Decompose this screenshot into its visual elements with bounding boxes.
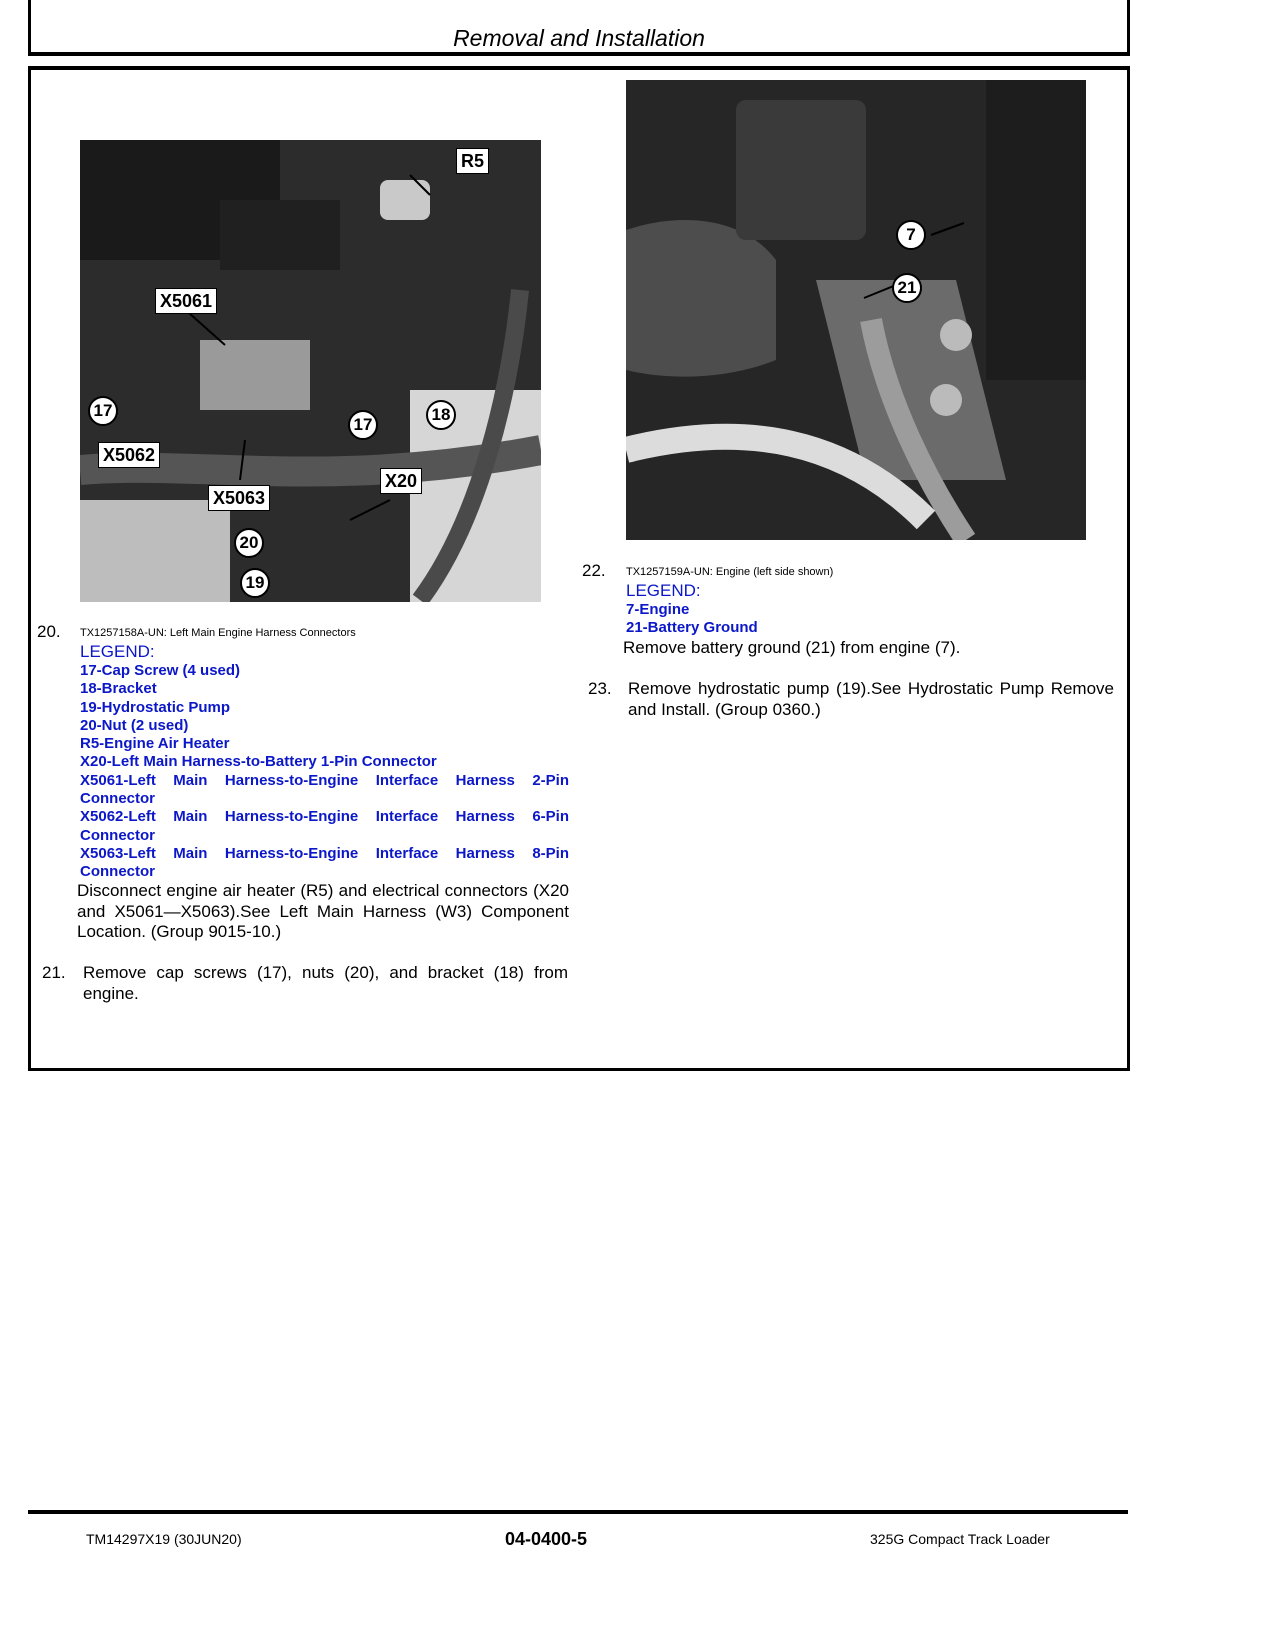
step-21-number: 21. <box>42 963 66 982</box>
legend-item: 18-Bracket <box>80 680 157 698</box>
legend-item: 20-Nut (2 used) <box>80 716 189 734</box>
legend-item: 19-Hydrostatic Pump <box>80 698 231 716</box>
footer-divider <box>28 1510 1128 1514</box>
callout-17a: 17 <box>88 396 118 426</box>
step-20-number: 20. <box>37 622 61 641</box>
legend-item: X5063-Left Main Harness-to-Engine Interface Harness 8-Pin Connector <box>80 844 569 881</box>
figure-engine-left-side-photo <box>626 80 1086 540</box>
step-20-legend <box>80 642 569 882</box>
legend-item: 7-Engine <box>626 601 690 618</box>
footer-manual-id: TM14297X19 (30JUN20) <box>86 1531 242 1547</box>
legend-item: 21-Battery Ground <box>626 619 758 637</box>
engine-harness-photo-placeholder <box>80 140 541 602</box>
callout-7: 7 <box>896 220 926 250</box>
callout-x5062: X5062 <box>98 442 160 468</box>
legend-item: X20-Left Main Harness-to-Battery 1-Pin Connector <box>80 753 437 771</box>
legend-item: X5062-Left Main Harness-to-Engine Interface Harness 6-Pin Connector <box>80 808 569 844</box>
engine-photo-placeholder <box>626 80 1086 540</box>
page-header <box>28 0 1130 56</box>
callout-19: 19 <box>240 568 270 598</box>
callout-x20: X20 <box>380 468 422 494</box>
legend-item: R5-Engine Air Heater <box>80 735 230 753</box>
legend-item: 17-Cap Screw (4 used) <box>80 662 241 679</box>
callout-r5: R5 <box>456 148 489 174</box>
legend-title: LEGEND: <box>80 642 155 661</box>
callout-20: 20 <box>234 528 264 558</box>
step-22-instruction: Remove battery ground (21) from engine (7). <box>623 638 961 657</box>
step-23-instruction: Remove hydrostatic pump (19).See Hydrostatic Pump Remove and Install. (Group 0360.) <box>628 679 1114 719</box>
section-title: Removal and Installation <box>453 25 705 51</box>
callout-21: 21 <box>892 273 922 303</box>
step-22-legend <box>626 581 1106 638</box>
step-21-instruction: Remove cap screws (17), nuts (20), and bracket (18) from engine. <box>83 963 568 1003</box>
callout-x5063: X5063 <box>208 485 270 511</box>
step-22-figure-caption: TX1257159A-UN: Engine (left side shown) <box>626 566 834 578</box>
figure-left-main-engine-harness-photo <box>80 140 541 602</box>
legend-title: LEGEND: <box>626 581 701 600</box>
callout-x5061: X5061 <box>155 288 217 314</box>
callout-18: 18 <box>426 400 456 430</box>
callout-17b: 17 <box>348 410 378 440</box>
footer-page-number: 04-0400-5 <box>505 1529 588 1549</box>
step-23-number: 23. <box>588 679 612 698</box>
step-20-instruction: Disconnect engine air heater (R5) and electrical connectors (X20 and X5061—X5063).See Left Main Harness (W3) Component Location. (Group 9015-10.) <box>77 881 569 941</box>
legend-item: X5061-Left Main Harness-to-Engine Interface Harness 2-Pin Connector <box>80 771 569 808</box>
step-20-figure-caption: TX1257158A-UN: Left Main Engine Harness Connectors <box>80 627 356 639</box>
footer-machine-model: 325G Compact Track Loader <box>870 1531 1050 1547</box>
step-22-number: 22. <box>582 561 606 580</box>
